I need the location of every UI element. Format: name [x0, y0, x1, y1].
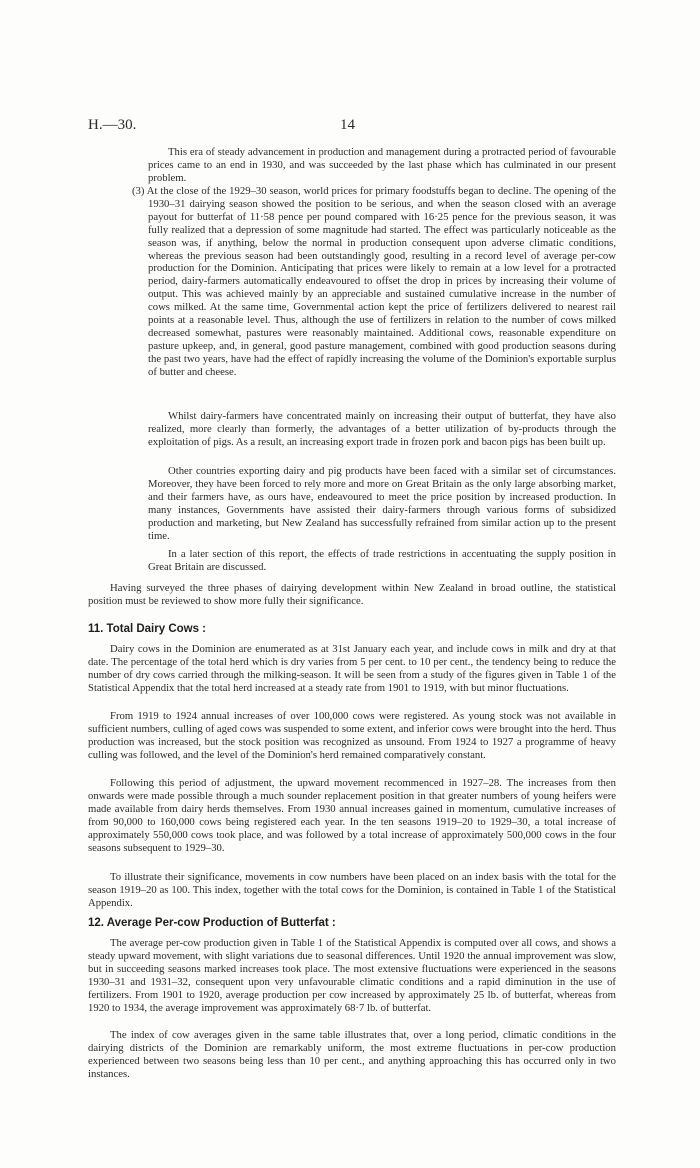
- paragraph-trade-restrictions: In a later section of this report, the effects of trade restrictions in accentuating the supply position in Great Britain are discussed.: [148, 548, 616, 573]
- paragraph-1919-1924: From 1919 to 1924 annual increases of over 100,000 cows were registered. As young stock was not available in sufficient numbers, culling of aged cows was suspended to some extent, and inferior cows were brought into the herd. Thus production was increased, but the stock position was recognized as unsound. From 1924 to 1927 a programme of heavy culling was followed, and the level of the Dominion's herd remained comparatively constant.: [88, 710, 616, 761]
- paragraph-having-surveyed: Having surveyed the three phases of dairying development within New Zealand in broad outline, the statistical position must be reviewed to show more fully their significance.: [88, 582, 616, 607]
- paragraph-adjustment: Following this period of adjustment, the upward movement recommenced in 1927–28. The increases from then onwards were made possible through a much sounder replacement position in that greater numbers of young heifers were made available from dairy herds themselves. From 1930 annual increases gained in momentum, cumulative increases of from 90,000 to 160,000 cows being registered each year. In the ten seasons 1919–20 to 1929–30, a total increase of approximately 550,000 cows took place, and was followed by a total increase of approximately 500,000 cows in the four seasons subsequent to 1929–30.: [88, 777, 616, 854]
- paragraph-point-3: (3) At the close of the 1929–30 season, world prices for primary foodstuffs began to decline. The opening of the 1930–31 dairying season showed the position to be serious, and when the season closed with an average payout for butterfat of 11·58 pence per pound compared with 16·25 pence for the previous season, it was fully realized that a depression of some magnitude had started. The effect was particularly noticeable as the season was, if anything, below the normal in production consequent upon adverse climatic conditions, whereas the previous season had been outstandingly good, resulting in a record level of average per-cow production for the Dominion. Anticipating that prices were likely to remain at a low level for a protracted period, dairy-farmers automatically endeavoured to offset the drop in prices by increasing their volume of output. This was achieved mainly by an appreciable and sustained cumulative increase in the number of cows milked. At the same time, Governmental action kept the price of fertilizers delivered to nearest rail points at a reasonable level. Thus, although the use of fertilizers in relation to the number of cows milked decreased somewhat, pastures were reasonably maintained. Additional cows, reasonable expenditure on pasture upkeep, and, in general, good pasture management, combined with good production seasons during the past two years, have had the effect of rapidly increasing the volume of the Dominion's exportable surplus of butter and cheese.: [132, 185, 616, 378]
- paragraph-index-basis: To illustrate their significance, movements in cow numbers have been placed on an index basis with the total for the season 1919–20 as 100. This index, together with the total cows for the Dominion, is contained in Table 1 of the Statistical Appendix.: [88, 871, 616, 909]
- paragraph-era: This era of steady advancement in production and management during a protracted period of favourable prices came to an end in 1930, and was succeeded by the last phase which has culminated in our present problem.: [148, 146, 616, 184]
- section-heading-per-cow-production: 12. Average Per-cow Production of Butterfat :: [88, 917, 336, 929]
- paragraph-byproducts: Whilst dairy-farmers have concentrated mainly on increasing their output of butterfat, they have also realized, more clearly than formerly, the advantages of a better utilization of by-products through the exploitation of pigs. As a result, an increasing export trade in frozen pork and bacon pigs has been built up.: [148, 410, 616, 448]
- paragraph-per-cow-average: The average per-cow production given in Table 1 of the Statistical Appendix is computed over all cows, and shows a steady upward movement, with slight variations due to seasonal differences. Until 1920 the annual improvement was slow, but in succeeding seasons marked increases took place. The most extensive fluctuations were experienced in the seasons 1930–31 and 1931–32, consequent upon very unfavourable climatic conditions and a rapid diminution in the use of fertilizers. From 1901 to 1920, average production per cow increased by approximately 25 lb. of butterfat, whereas from 1920 to 1934, the average improvement was approximately 68·7 lb. of butterfat.: [88, 937, 616, 1014]
- section-heading-total-dairy-cows: 11. Total Dairy Cows :: [88, 623, 207, 635]
- paragraph-cow-average-index: The index of cow averages given in the same table illustrates that, over a long period, climatic conditions in the dairying districts of the Dominion are remarkably uniform, the most extreme fluctuations in per-cow production experienced between two seasons being less than 10 per cent., and anything approaching this has occurred only in two instances.: [88, 1029, 616, 1080]
- document-reference: H.—30.: [88, 117, 137, 133]
- paragraph-dairy-cows-enumeration: Dairy cows in the Dominion are enumerated as at 31st January each year, and include cows in milk and dry at that date. The percentage of the total herd which is dry varies from 5 per cent. to 10 per cent., the tendency being to reduce the number of dry cows carried through the milking-season. It will be seen from a study of the figures given in Table 1 of the Statistical Appendix that the total herd increased at a steady rate from 1901 to 1919, with but minor fluctuations.: [88, 643, 616, 694]
- page-number: 14: [340, 117, 355, 133]
- paragraph-other-countries: Other countries exporting dairy and pig products have been faced with a similar set of circumstances. Moreover, they have been forced to rely more and more on Great Britain as the only large absorbing market, and their farmers have, as ours have, endeavoured to meet the price position by increased production. In many instances, Governments have assisted their dairy-farmers through various forms of subsidized production and marketing, but New Zealand has successfully refrained from similar action up to the present time.: [148, 465, 616, 542]
